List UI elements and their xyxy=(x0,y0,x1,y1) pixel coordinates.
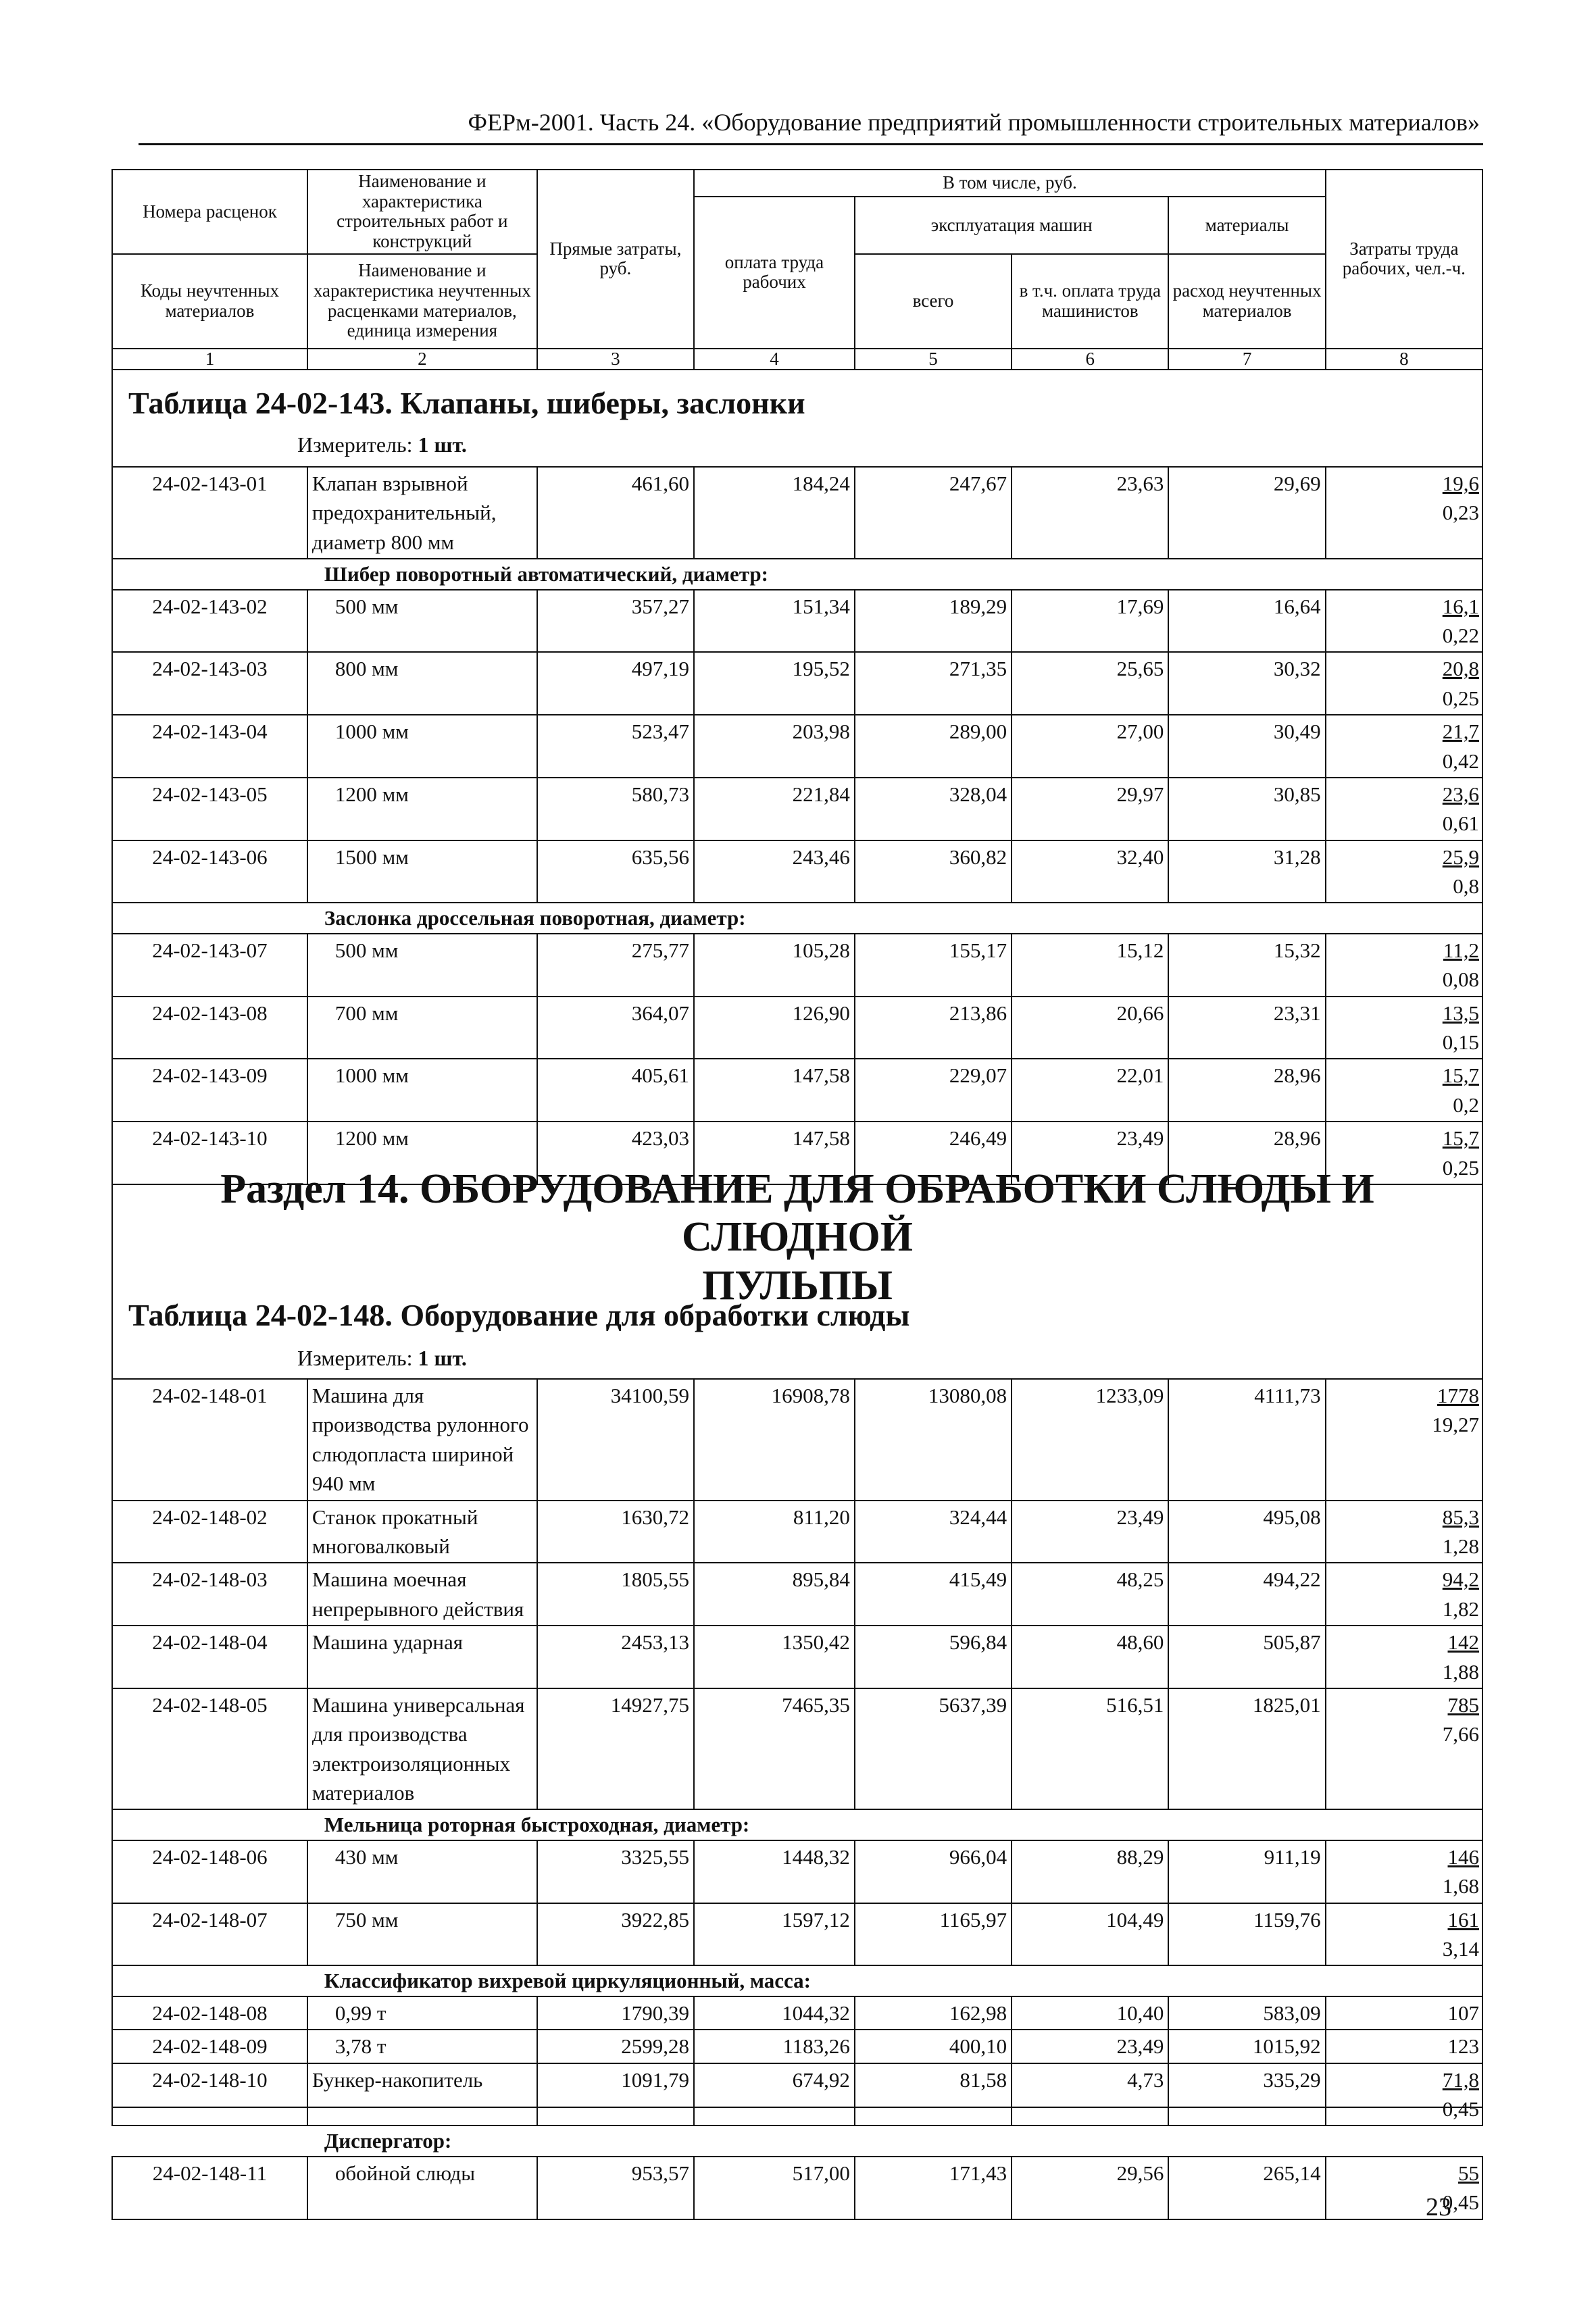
direct-costs: 1790,39 xyxy=(537,1996,694,2030)
section-title-line1: Раздел 14. ОБОРУДОВАНИЕ ДЛЯ ОБРАБОТКИ СЛЮДЫ И СЛЮДНОЙ xyxy=(220,1166,1374,1261)
item-name: 430 мм xyxy=(307,1840,537,1903)
labor-hours: 785 xyxy=(1447,1692,1479,1717)
item-name: 800 мм xyxy=(307,652,537,715)
worker-wages: 147,58 xyxy=(694,1059,855,1122)
machine-costs: 400,10 xyxy=(855,2030,1012,2063)
col-head-direct-costs: Прямые затраты, руб. xyxy=(537,170,694,349)
equipment-mass: 0,23 xyxy=(1442,501,1479,525)
direct-costs: 405,61 xyxy=(537,1059,694,1122)
item-name: 700 мм xyxy=(307,997,537,1059)
labor-hours: 21,7 xyxy=(1442,720,1479,744)
labor-and-mass xyxy=(1326,1501,1482,1563)
labor-and-mass xyxy=(1326,1840,1482,1903)
measure-unit xyxy=(297,432,467,457)
worker-wages: 1597,12 xyxy=(694,1903,855,1966)
rate-code: 24-02-148-11 xyxy=(112,2157,307,2219)
rate-code: 24-02-148-05 xyxy=(112,1688,307,1810)
item-name: 0,99 т xyxy=(307,1996,537,2030)
labor-and-mass xyxy=(1326,1626,1482,1688)
labor-hours: 16,1 xyxy=(1442,594,1479,618)
machine-costs: 1165,97 xyxy=(855,1903,1012,1966)
labor-and-mass xyxy=(1326,1379,1482,1501)
worker-wages: 147,58 xyxy=(694,1122,855,1184)
labor-hours: 25,9 xyxy=(1442,845,1479,869)
worker-wages: 1183,26 xyxy=(694,2030,855,2063)
machinist-wages: 25,65 xyxy=(1012,652,1168,715)
machine-costs: 13080,08 xyxy=(855,1379,1012,1501)
table-row xyxy=(112,1840,1482,1903)
rate-code: 24-02-143-07 xyxy=(112,934,307,997)
group-heading: Классификатор вихревой циркуляционный, масса: xyxy=(307,1965,1482,1996)
rate-code: 24-02-143-08 xyxy=(112,997,307,1059)
material-costs: 1825,01 xyxy=(1168,1688,1325,1810)
table-row xyxy=(112,997,1482,1059)
worker-wages: 126,90 xyxy=(694,997,855,1059)
col-head-labor: Затраты труда рабочих, чел.-ч. xyxy=(1326,170,1482,349)
col-number-4: 4 xyxy=(694,349,855,370)
material-costs: 265,14 xyxy=(1168,2157,1325,2219)
col-head-machinists: в т.ч. оплата труда машинистов xyxy=(1012,254,1168,349)
table-row xyxy=(112,1501,1482,1563)
col-number-8: 8 xyxy=(1326,349,1482,370)
item-name: 1500 мм xyxy=(307,840,537,903)
labor-hours: 123 xyxy=(1326,2030,1482,2063)
direct-costs: 3325,55 xyxy=(537,1840,694,1903)
labor-hours: 94,2 xyxy=(1442,1567,1479,1592)
material-costs: 31,28 xyxy=(1168,840,1325,903)
material-costs: 1159,76 xyxy=(1168,1903,1325,1966)
col-number-3: 3 xyxy=(537,349,694,370)
labor-and-mass xyxy=(1326,934,1482,997)
rate-code: 24-02-143-03 xyxy=(112,652,307,715)
worker-wages: 105,28 xyxy=(694,934,855,997)
labor-hours: 107 xyxy=(1326,1996,1482,2030)
direct-costs: 635,56 xyxy=(537,840,694,903)
labor-hours: 11,2 xyxy=(1443,938,1479,962)
equipment-mass: 3,14 xyxy=(1442,1937,1479,1961)
table-row xyxy=(112,1626,1482,1688)
labor-and-mass xyxy=(1326,997,1482,1059)
labor-hours: 15,7 xyxy=(1442,1063,1479,1088)
direct-costs: 357,27 xyxy=(537,590,694,653)
rate-code: 24-02-148-03 xyxy=(112,1563,307,1626)
rate-code: 24-02-148-02 xyxy=(112,1501,307,1563)
rate-code: 24-02-143-10 xyxy=(112,1122,307,1184)
equipment-mass: 0,45 xyxy=(1442,2096,1479,2121)
direct-costs: 275,77 xyxy=(537,934,694,997)
page-number: 23 xyxy=(1426,2193,1451,2221)
table-row xyxy=(112,2157,1482,2219)
machine-costs: 966,04 xyxy=(855,1840,1012,1903)
machine-costs: 360,82 xyxy=(855,840,1012,903)
worker-wages: 1448,32 xyxy=(694,1840,855,1903)
worker-wages: 16908,78 xyxy=(694,1379,855,1501)
table-title: Таблица 24-02-143. Клапаны, шиберы, заслонки xyxy=(128,386,805,420)
machinist-wages: 29,97 xyxy=(1012,778,1168,840)
table-24-02-148 xyxy=(111,1378,1483,2220)
table-row xyxy=(112,1563,1482,1626)
rate-code: 24-02-148-06 xyxy=(112,1840,307,1903)
section-title xyxy=(111,1165,1483,1310)
table-row xyxy=(112,467,1482,559)
labor-hours: 161 xyxy=(1447,1907,1479,1932)
equipment-mass: 0,25 xyxy=(1442,1155,1479,1180)
machine-costs: 162,98 xyxy=(855,1996,1012,2030)
machinist-wages: 48,25 xyxy=(1012,1563,1168,1626)
worker-wages: 243,46 xyxy=(694,840,855,903)
equipment-mass: 1,28 xyxy=(1442,1534,1479,1558)
item-name: Машина универсальная для производства электроизоляционных материалов xyxy=(307,1688,537,1810)
rate-code: 24-02-143-06 xyxy=(112,840,307,903)
equipment-mass: 0,45 xyxy=(1442,2190,1479,2215)
col-head-wages: оплата труда рабочих xyxy=(694,197,855,349)
measure-unit-value: 1 шт. xyxy=(418,432,467,457)
material-costs: 494,22 xyxy=(1168,1563,1325,1626)
machine-costs: 213,86 xyxy=(855,997,1012,1059)
labor-and-mass xyxy=(1326,1903,1482,1966)
material-costs: 495,08 xyxy=(1168,1501,1325,1563)
measure-unit-label: Измеритель: xyxy=(297,1346,413,1370)
machinist-wages: 1233,09 xyxy=(1012,1379,1168,1501)
measure-unit-label: Измеритель: xyxy=(297,432,413,457)
item-name: 1000 мм xyxy=(307,1059,537,1122)
col-head-codes-bottom: Коды неучтенных материалов xyxy=(112,254,307,349)
worker-wages: 517,00 xyxy=(694,2157,855,2219)
col-number-7: 7 xyxy=(1168,349,1325,370)
labor-hours: 146 xyxy=(1447,1844,1479,1869)
labor-hours: 55 xyxy=(1458,2161,1479,2185)
equipment-mass: 19,27 xyxy=(1432,1413,1479,1437)
col-head-materials: материалы xyxy=(1168,197,1325,254)
group-heading: Заслонка дроссельная поворотная, диаметр: xyxy=(307,903,1482,933)
labor-hours: 19,6 xyxy=(1442,472,1479,495)
material-costs: 28,96 xyxy=(1168,1059,1325,1122)
machinist-wages: 22,01 xyxy=(1012,1059,1168,1122)
labor-hours: 20,8 xyxy=(1442,657,1479,681)
labor-and-mass xyxy=(1326,840,1482,903)
worker-wages: 1350,42 xyxy=(694,1626,855,1688)
item-name: 1000 мм xyxy=(307,715,537,778)
direct-costs: 461,60 xyxy=(537,467,694,559)
machinist-wages: 10,40 xyxy=(1012,1996,1168,2030)
direct-costs: 364,07 xyxy=(537,997,694,1059)
labor-and-mass xyxy=(1326,652,1482,715)
direct-costs: 523,47 xyxy=(537,715,694,778)
direct-costs: 1091,79 xyxy=(537,2063,694,2126)
material-costs: 30,49 xyxy=(1168,715,1325,778)
item-name: Машина моечная непрерывного действия xyxy=(307,1563,537,1626)
machinist-wages: 104,49 xyxy=(1012,1903,1168,1966)
labor-hours: 1778 xyxy=(1437,1384,1479,1407)
col-number-1: 1 xyxy=(112,349,307,370)
labor-hours: 142 xyxy=(1447,1630,1479,1655)
equipment-mass: 0,2 xyxy=(1453,1092,1479,1117)
worker-wages: 7465,35 xyxy=(694,1688,855,1810)
machine-costs: 289,00 xyxy=(855,715,1012,778)
machinist-wages: 23,49 xyxy=(1012,1122,1168,1184)
item-name: 1200 мм xyxy=(307,778,537,840)
machine-costs: 155,17 xyxy=(855,934,1012,997)
rate-code: 24-02-148-01 xyxy=(112,1379,307,1501)
labor-hours: 85,3 xyxy=(1442,1505,1479,1529)
group-heading-row xyxy=(112,1965,1482,1996)
equipment-mass: 0,08 xyxy=(1442,967,1479,992)
section-title-line2: ПУЛЬПЫ xyxy=(702,1262,893,1309)
material-costs: 30,85 xyxy=(1168,778,1325,840)
worker-wages: 195,52 xyxy=(694,652,855,715)
measure-unit-value: 1 шт. xyxy=(418,1346,467,1370)
worker-wages: 184,24 xyxy=(694,467,855,559)
machine-costs: 415,49 xyxy=(855,1563,1012,1626)
worker-wages: 674,92 xyxy=(694,2063,855,2126)
machine-costs: 81,58 xyxy=(855,2063,1012,2126)
worker-wages: 895,84 xyxy=(694,1563,855,1626)
col-number-2: 2 xyxy=(307,349,537,370)
group-heading-row xyxy=(112,903,1482,933)
col-number-5: 5 xyxy=(855,349,1012,370)
table-row xyxy=(112,2030,1482,2063)
rate-code: 24-02-148-09 xyxy=(112,2030,307,2063)
rate-code: 24-02-143-04 xyxy=(112,715,307,778)
material-costs: 4111,73 xyxy=(1168,1379,1325,1501)
item-name: 500 мм xyxy=(307,590,537,653)
material-costs: 23,31 xyxy=(1168,997,1325,1059)
item-name: 3,78 т xyxy=(307,2030,537,2063)
equipment-mass: 0,8 xyxy=(1453,874,1479,899)
col-number-6: 6 xyxy=(1012,349,1168,370)
direct-costs: 423,03 xyxy=(537,1122,694,1184)
worker-wages: 151,34 xyxy=(694,590,855,653)
table-row xyxy=(112,715,1482,778)
material-costs: 505,87 xyxy=(1168,1626,1325,1688)
direct-costs: 580,73 xyxy=(537,778,694,840)
worker-wages: 203,98 xyxy=(694,715,855,778)
col-head-name-bottom: Наименование и характеристика неучтенных расценками материалов, единица измерения xyxy=(307,254,537,349)
machinist-wages: 23,63 xyxy=(1012,467,1168,559)
column-header-table xyxy=(111,169,1483,370)
machine-costs: 246,49 xyxy=(855,1122,1012,1184)
equipment-mass: 0,25 xyxy=(1442,686,1479,710)
item-name: 750 мм xyxy=(307,1903,537,1966)
machine-costs: 271,35 xyxy=(855,652,1012,715)
table-row xyxy=(112,1379,1482,1501)
labor-and-mass xyxy=(1326,715,1482,778)
group-heading-row xyxy=(112,2126,1482,2156)
direct-costs: 3922,85 xyxy=(537,1903,694,1966)
worker-wages: 221,84 xyxy=(694,778,855,840)
group-heading: Шибер поворотный автоматический, диаметр: xyxy=(307,559,1482,589)
item-name: 1200 мм xyxy=(307,1122,537,1184)
item-name: 500 мм xyxy=(307,934,537,997)
direct-costs: 497,19 xyxy=(537,652,694,715)
material-costs: 911,19 xyxy=(1168,1840,1325,1903)
table-row xyxy=(112,1688,1482,1810)
running-header: ФЕРм-2001. Часть 24. «Оборудование предприятий промышленности строительных материалов» xyxy=(468,109,1480,136)
rate-code: 24-02-148-08 xyxy=(112,1996,307,2030)
rate-code: 24-02-148-04 xyxy=(112,1626,307,1688)
group-heading: Мельница роторная быстроходная, диаметр: xyxy=(307,1809,1482,1840)
machinist-wages: 516,51 xyxy=(1012,1688,1168,1810)
machinist-wages: 15,12 xyxy=(1012,934,1168,997)
material-costs: 335,29 xyxy=(1168,2063,1325,2126)
table-row xyxy=(112,934,1482,997)
direct-costs: 2599,28 xyxy=(537,2030,694,2063)
table-row xyxy=(112,1059,1482,1122)
material-costs: 28,96 xyxy=(1168,1122,1325,1184)
direct-costs: 2453,13 xyxy=(537,1626,694,1688)
item-name: Клапан взрывной предохранительный, диаметр 800 мм xyxy=(307,467,537,559)
equipment-mass: 0,15 xyxy=(1442,1030,1479,1055)
col-head-machines: эксплуатация машин xyxy=(855,197,1169,254)
item-name: Бункер-накопитель xyxy=(307,2063,537,2126)
labor-hours: 13,5 xyxy=(1442,1001,1479,1025)
item-name: Машина для производства рулонного слюдопласта шириной 940 мм xyxy=(307,1379,537,1501)
table-title: Таблица 24-02-148. Оборудование для обработки слюды xyxy=(128,1298,910,1332)
item-name: обойной слюды xyxy=(307,2157,537,2219)
group-heading: Диспергатор: xyxy=(307,2126,1482,2156)
machinist-wages: 17,69 xyxy=(1012,590,1168,653)
table-row xyxy=(112,1903,1482,1966)
labor-and-mass xyxy=(1326,778,1482,840)
rate-code: 24-02-148-07 xyxy=(112,1903,307,1966)
machine-costs: 247,67 xyxy=(855,467,1012,559)
labor-and-mass xyxy=(1326,1059,1482,1122)
item-name: Станок прокатный многовалковый xyxy=(307,1501,537,1563)
item-name: Машина ударная xyxy=(307,1626,537,1688)
col-head-group: В том числе, руб. xyxy=(694,170,1326,197)
direct-costs: 14927,75 xyxy=(537,1688,694,1810)
equipment-mass: 0,61 xyxy=(1442,811,1479,836)
labor-hours: 23,6 xyxy=(1442,782,1479,806)
labor-and-mass xyxy=(1326,2063,1482,2126)
direct-costs: 1630,72 xyxy=(537,1501,694,1563)
material-costs: 30,32 xyxy=(1168,652,1325,715)
col-head-machines-total: всего xyxy=(855,254,1012,349)
labor-hours: 71,8 xyxy=(1442,2067,1479,2092)
machinist-wages: 48,60 xyxy=(1012,1626,1168,1688)
machine-costs: 229,07 xyxy=(855,1059,1012,1122)
labor-and-mass xyxy=(1326,2157,1482,2219)
machine-costs: 5637,39 xyxy=(855,1688,1012,1810)
equipment-mass: 1,68 xyxy=(1442,1874,1479,1898)
machinist-wages: 27,00 xyxy=(1012,715,1168,778)
labor-and-mass xyxy=(1326,467,1482,559)
equipment-mass: 1,82 xyxy=(1442,1596,1479,1621)
machine-costs: 596,84 xyxy=(855,1626,1012,1688)
equipment-mass: 7,66 xyxy=(1442,1722,1479,1746)
equipment-mass: 1,88 xyxy=(1442,1659,1479,1684)
machinist-wages: 4,73 xyxy=(1012,2063,1168,2126)
worker-wages: 811,20 xyxy=(694,1501,855,1563)
rate-code: 24-02-143-02 xyxy=(112,590,307,653)
labor-and-mass xyxy=(1326,590,1482,653)
direct-costs: 34100,59 xyxy=(537,1379,694,1501)
col-head-codes-top: Номера расценок xyxy=(112,170,307,254)
table-row xyxy=(112,652,1482,715)
col-head-materials-use: расход неучтенных материалов xyxy=(1168,254,1325,349)
machinist-wages: 88,29 xyxy=(1012,1840,1168,1903)
table-row xyxy=(112,1996,1482,2030)
header-rule xyxy=(139,143,1483,145)
equipment-mass: 0,22 xyxy=(1442,623,1479,647)
group-heading-row xyxy=(112,1809,1482,1840)
rate-code: 24-02-143-01 xyxy=(112,467,307,559)
rate-code: 24-02-143-09 xyxy=(112,1059,307,1122)
machine-costs: 324,44 xyxy=(855,1501,1012,1563)
rate-code: 24-02-143-05 xyxy=(112,778,307,840)
equipment-mass: 0,42 xyxy=(1442,749,1479,773)
machinist-wages: 23,49 xyxy=(1012,2030,1168,2063)
machine-costs: 328,04 xyxy=(855,778,1012,840)
table-24-02-143 xyxy=(111,466,1483,1185)
machine-costs: 171,43 xyxy=(855,2157,1012,2219)
machine-costs: 189,29 xyxy=(855,590,1012,653)
col-head-name-top: Наименование и характеристика строительных работ и конструкций xyxy=(307,170,537,254)
material-costs: 15,32 xyxy=(1168,934,1325,997)
group-heading-row xyxy=(112,559,1482,589)
material-costs: 16,64 xyxy=(1168,590,1325,653)
table-row xyxy=(112,840,1482,903)
worker-wages: 1044,32 xyxy=(694,1996,855,2030)
table-row xyxy=(112,778,1482,840)
rate-code: 24-02-148-10 xyxy=(112,2063,307,2126)
machinist-wages: 32,40 xyxy=(1012,840,1168,903)
direct-costs: 953,57 xyxy=(537,2157,694,2219)
labor-hours: 15,7 xyxy=(1442,1126,1479,1151)
machinist-wages: 23,49 xyxy=(1012,1501,1168,1563)
labor-and-mass xyxy=(1326,1563,1482,1626)
measure-unit xyxy=(297,1346,467,1371)
table-row xyxy=(112,2063,1482,2126)
machinist-wages: 20,66 xyxy=(1012,997,1168,1059)
material-costs: 583,09 xyxy=(1168,1996,1325,2030)
labor-and-mass xyxy=(1326,1688,1482,1810)
machinist-wages: 29,56 xyxy=(1012,2157,1168,2219)
material-costs: 1015,92 xyxy=(1168,2030,1325,2063)
table-row xyxy=(112,590,1482,653)
direct-costs: 1805,55 xyxy=(537,1563,694,1626)
material-costs: 29,69 xyxy=(1168,467,1325,559)
